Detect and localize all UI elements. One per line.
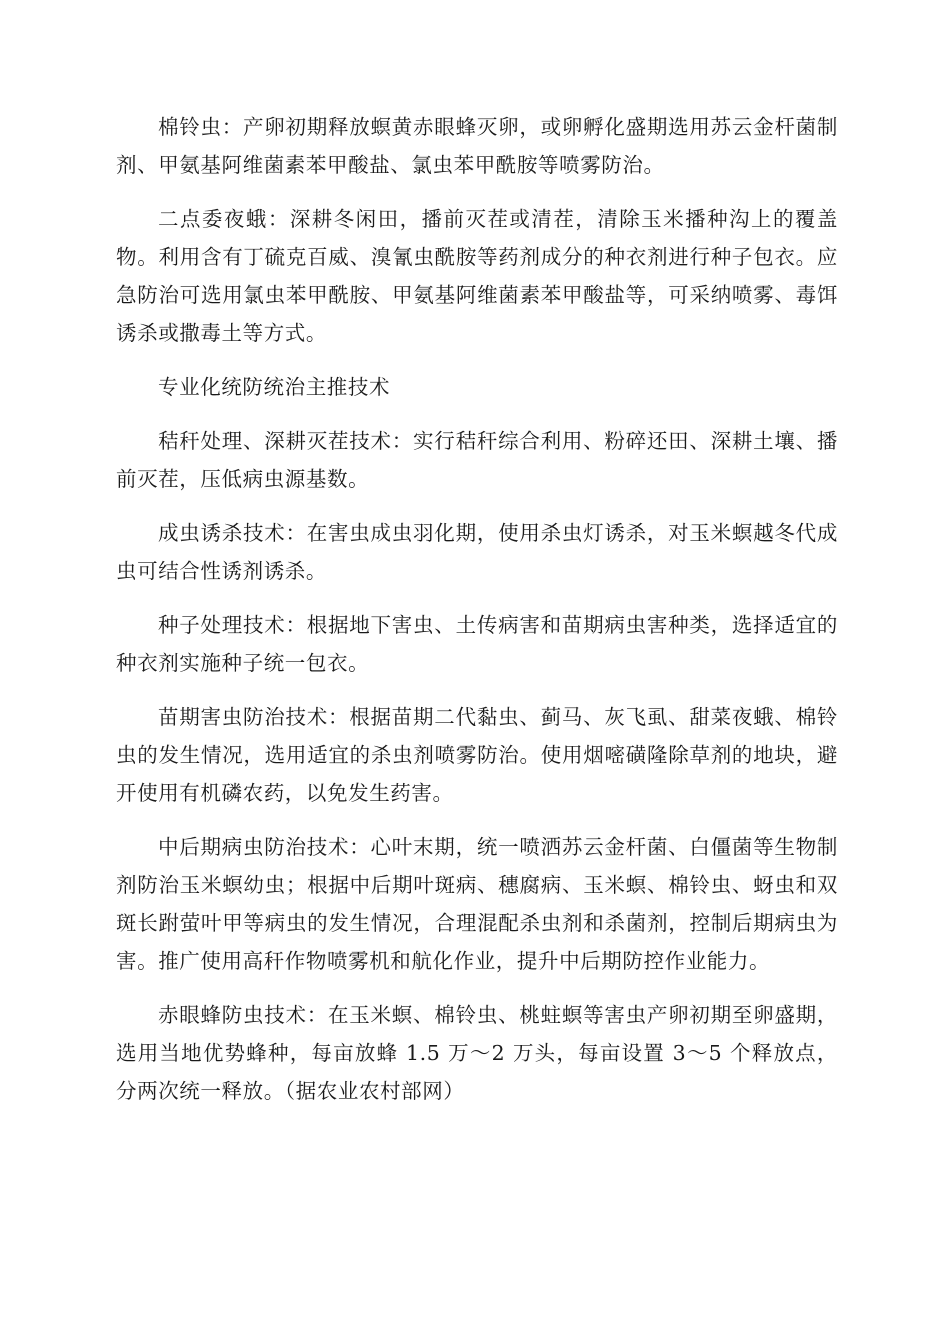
paragraph-cotton-bollworm: 棉铃虫：产卵初期释放螟黄赤眼蜂灭卵，或卵孵化盛期选用苏云金杆菌制剂、甲氨基阿维菌素苯甲酸盐、氯虫苯甲酰胺等喷雾防治。 — [116, 115, 838, 177]
paragraph-mid-late-stage-control: 中后期病虫防治技术：心叶末期，统一喷洒苏云金杆菌、白僵菌等生物制剂防治玉米螟幼虫；根据中后期叶斑病、穗腐病、玉米螟、棉铃虫、蚜虫和双斑长跗萤叶甲等病虫的发生情况，合理混配杀虫剂和杀菌剂，控制后期病虫为害。推广使用高秆作物喷雾机和航化作业，提升中后期防控作业能力。 — [116, 835, 838, 973]
document-body — [116, 108, 838, 1126]
paragraph-two-spot-armyworm: 二点委夜蛾：深耕冬闲田，播前灭茬或清茬，清除玉米播种沟上的覆盖物。利用含有丁硫克百威、溴氰虫酰胺等药剂成分的种衣剂进行种子包衣。应急防治可选用氯虫苯甲酰胺、甲氨基阿维菌素苯甲酸盐等，可采纳喷雾、毒饵诱杀或撒毒土等方式。 — [116, 207, 838, 345]
section-heading: 专业化统防统治主推技术 — [158, 375, 391, 399]
paragraph-straw-treatment: 秸秆处理、深耕灭茬技术：实行秸秆综合利用、粉碎还田、深耕土壤、播前灭茬，压低病虫源基数。 — [116, 429, 838, 491]
paragraph-trichogramma-release: 赤眼蜂防虫技术：在玉米螟、棉铃虫、桃蛀螟等害虫产卵初期至卵盛期，选用当地优势蜂种，每亩放蜂 1.5 万～2 万头，每亩设置 3～5 个释放点，分两次统一释放。（据农业农村部网） — [116, 1003, 838, 1103]
paragraph-seedling-pest-control: 苗期害虫防治技术：根据苗期二代黏虫、蓟马、灰飞虱、甜菜夜蛾、棉铃虫的发生情况，选用适宜的杀虫剂喷雾防治。使用烟嘧磺隆除草剂的地块，避开使用有机磷农药，以免发生药害。 — [116, 705, 838, 805]
paragraph-seed-treatment: 种子处理技术：根据地下害虫、土传病害和苗期病虫害种类，选择适宜的种衣剂实施种子统一包衣。 — [116, 613, 838, 675]
paragraph-adult-trapping: 成虫诱杀技术：在害虫成虫羽化期，使用杀虫灯诱杀，对玉米螟越冬代成虫可结合性诱剂诱杀。 — [116, 521, 838, 583]
